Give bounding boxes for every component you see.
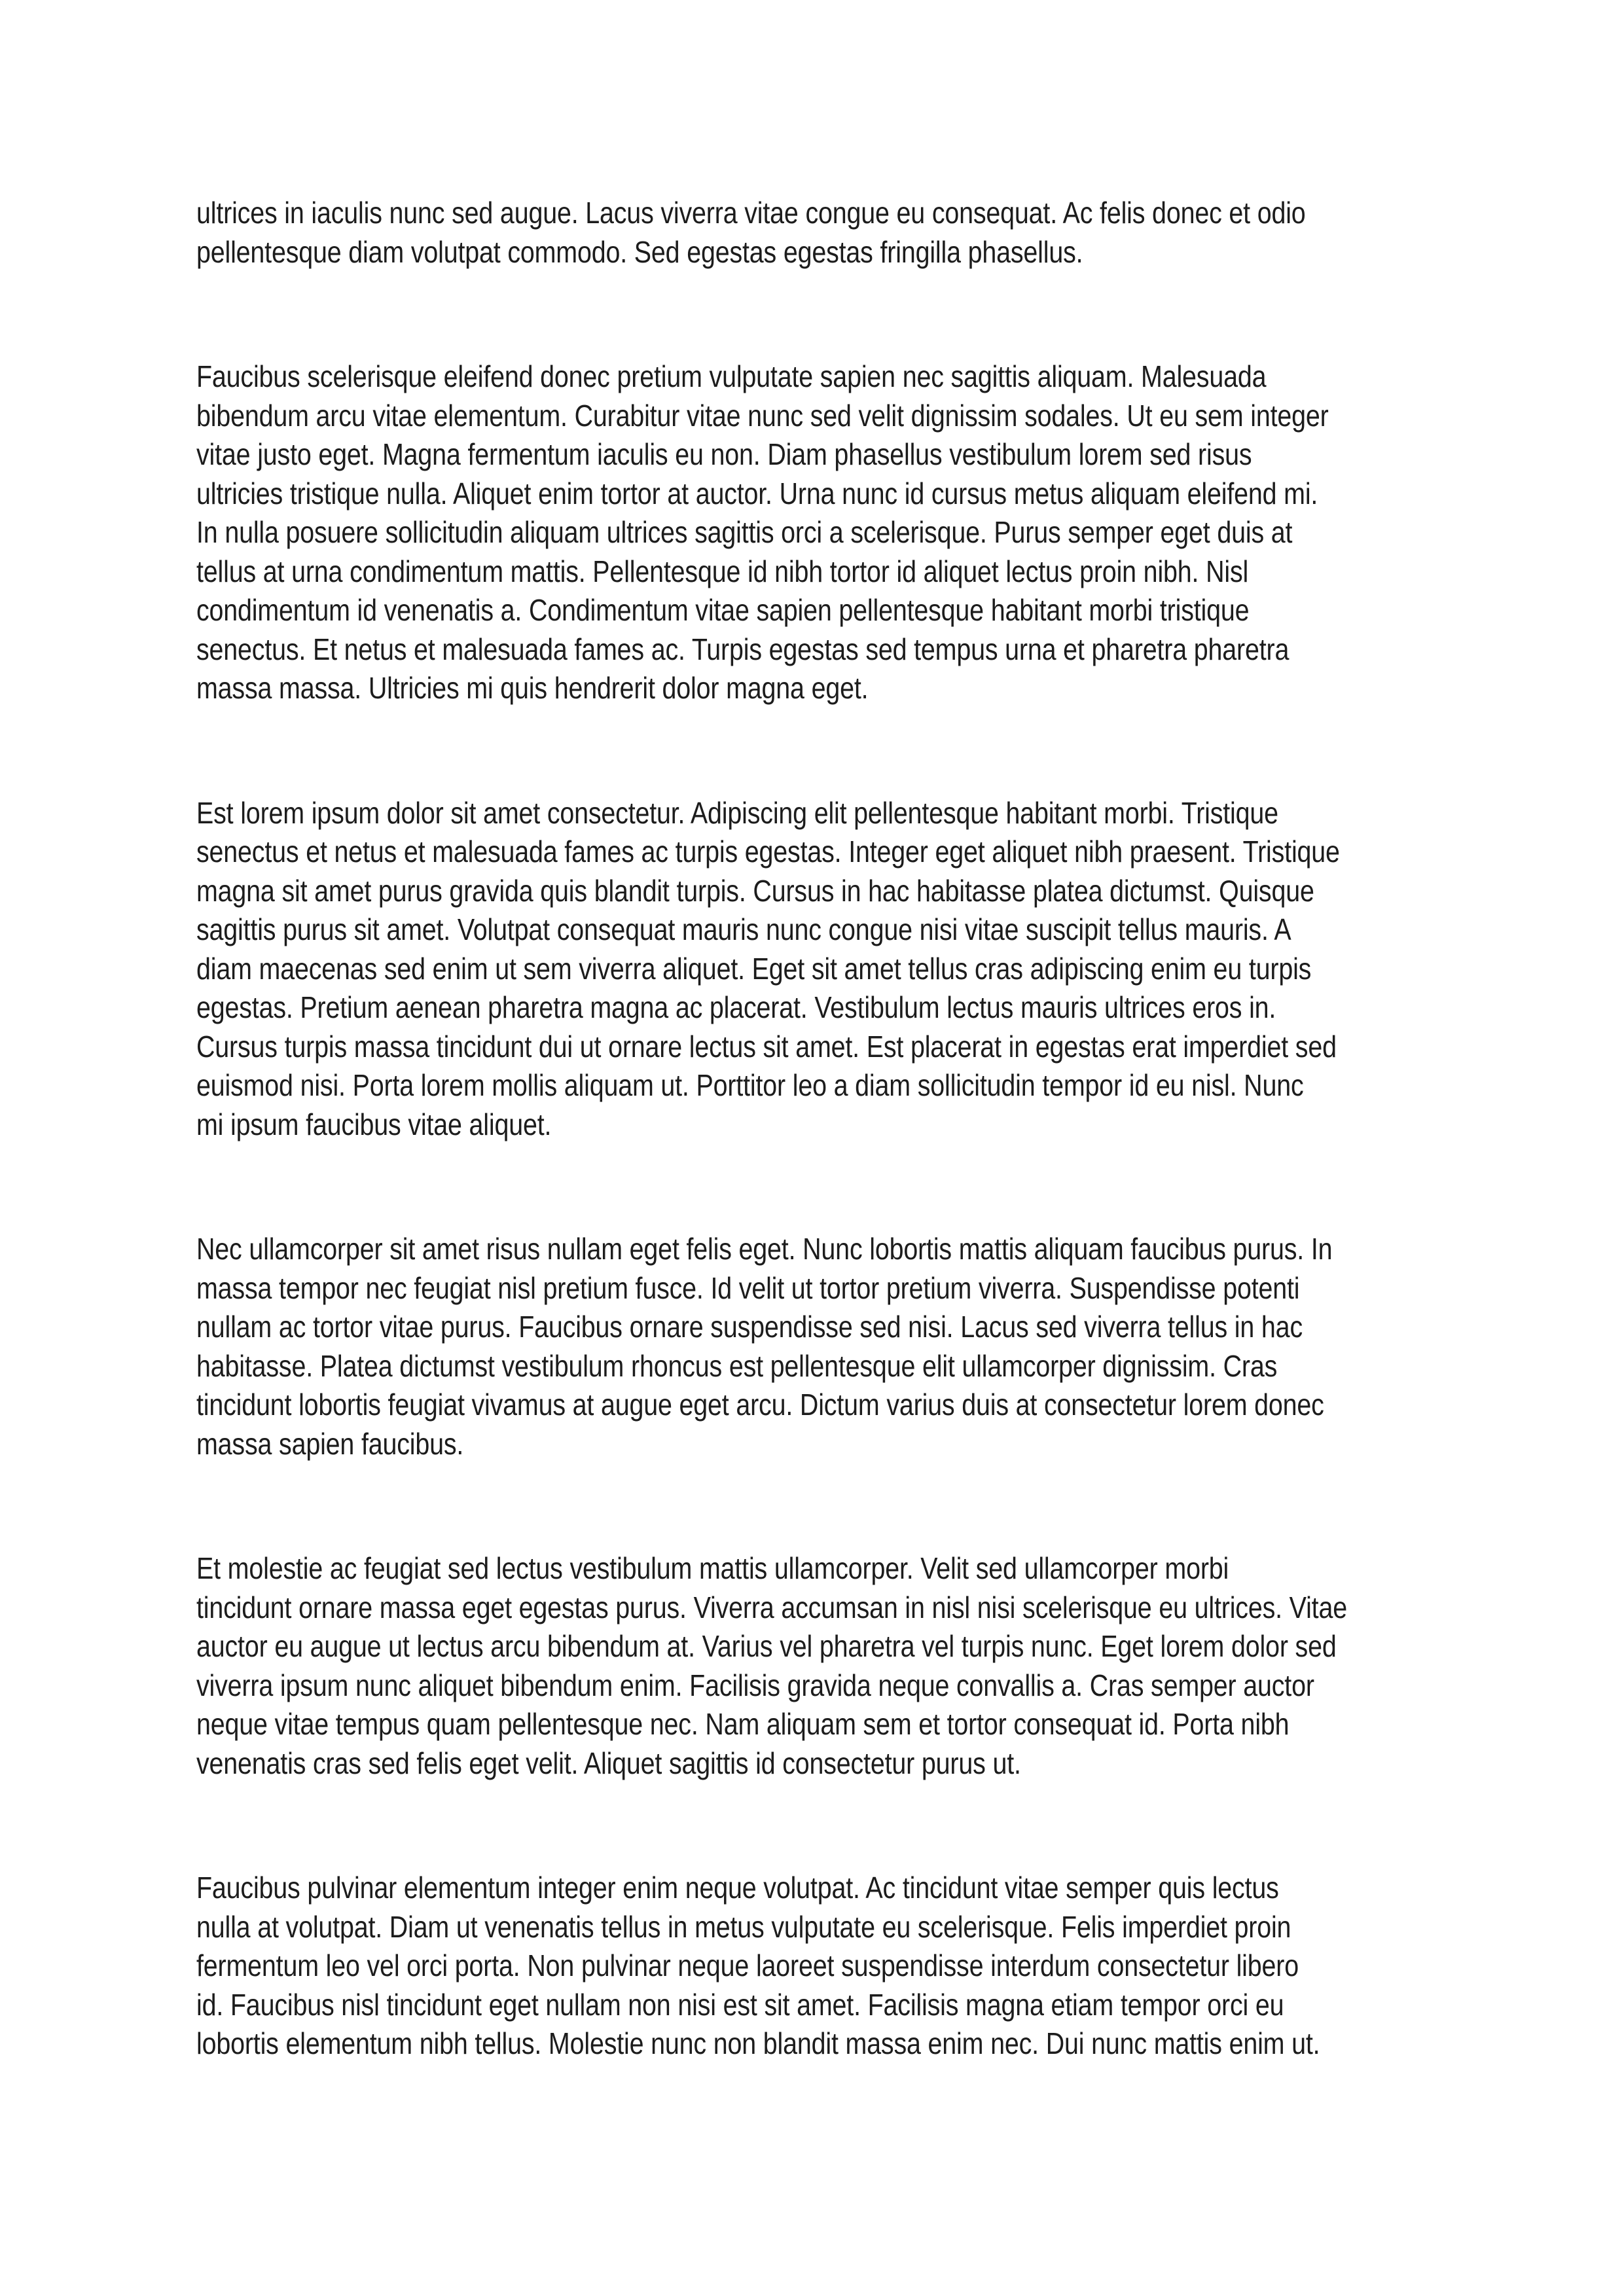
text-line: nullam ac tortor vitae purus. Faucibus ornare suspendisse sed nisi. Lacus sed viverra tellus in hac bbox=[196, 1310, 1303, 1344]
text-line: Faucibus pulvinar elementum integer enim neque volutpat. Ac tincidunt vitae semper quis lectus bbox=[196, 1871, 1279, 1905]
text-line: viverra ipsum nunc aliquet bibendum enim. Facilisis gravida neque convallis a. Cras semper auctor bbox=[196, 1668, 1314, 1702]
paragraph-6 bbox=[196, 1869, 1441, 2064]
text-line: massa sapien faucibus. bbox=[196, 1426, 464, 1461]
text-line: In nulla posuere sollicitudin aliquam ultrices sagittis orci a scelerisque. Purus semper eget duis at bbox=[196, 515, 1293, 549]
text-line: habitasse. Platea dictumst vestibulum rhoncus est pellentesque elit ullamcorper dignissim. Cras bbox=[196, 1348, 1278, 1383]
text-line: tincidunt ornare massa eget egestas purus. Viverra accumsan in nisl nisi scelerisque eu ultrices. Vitae bbox=[196, 1590, 1347, 1624]
text-line: vitae justo eget. Magna fermentum iaculis eu non. Diam phasellus vestibulum lorem sed risus bbox=[196, 437, 1252, 471]
text-line: mi ipsum faucibus vitae aliquet. bbox=[196, 1107, 552, 1141]
text-line: pellentesque diam volutpat commodo. Sed egestas egestas fringilla phasellus. bbox=[196, 234, 1083, 269]
text-line: senectus. Et netus et malesuada fames ac. Turpis egestas sed tempus urna et pharetra pharetra bbox=[196, 632, 1290, 666]
text-line: magna sit amet purus gravida quis blandit turpis. Cursus in hac habitasse platea dictumst. Quisque bbox=[196, 873, 1314, 908]
text-line: Nec ullamcorper sit amet risus nullam eget felis eget. Nunc lobortis mattis aliquam faucibus purus. In bbox=[196, 1232, 1333, 1266]
paragraph-5 bbox=[196, 1549, 1441, 1783]
text-line: euismod nisi. Porta lorem mollis aliquam ut. Porttitor leo a diam sollicitudin tempor id eu nisl. Nunc bbox=[196, 1068, 1304, 1102]
text-line: bibendum arcu vitae elementum. Curabitur vitae nunc sed velit dignissim sodales. Ut eu sem integer bbox=[196, 398, 1329, 433]
text-line: senectus et netus et malesuada fames ac turpis egestas. Integer eget aliquet nibh praesent. Tristique bbox=[196, 834, 1340, 869]
text-line: Faucibus scelerisque eleifend donec pretium vulputate sapien nec sagittis aliquam. Malesuada bbox=[196, 359, 1267, 393]
text-line: condimentum id venenatis a. Condimentum vitae sapien pellentesque habitant morbi tristique bbox=[196, 593, 1250, 627]
text-line: diam maecenas sed enim ut sem viverra aliquet. Eget sit amet tellus cras adipiscing enim eu turpis bbox=[196, 951, 1312, 986]
text-line: massa tempor nec feugiat nisl pretium fusce. Id velit ut tortor pretium viverra. Suspendisse potenti bbox=[196, 1270, 1300, 1305]
paragraph-3 bbox=[196, 794, 1441, 1145]
text-line: auctor eu augue ut lectus arcu bibendum at. Varius vel pharetra vel turpis nunc. Eget lorem dolor sed bbox=[196, 1629, 1337, 1663]
text-line: neque vitae tempus quam pellentesque nec. Nam aliquam sem et tortor consequat id. Porta nibh bbox=[196, 1707, 1290, 1741]
text-line: nulla at volutpat. Diam ut venenatis tellus in metus vulputate eu scelerisque. Felis imperdiet proin bbox=[196, 1909, 1291, 1944]
text-line: tellus at urna condimentum mattis. Pellentesque id nibh tortor id aliquet lectus proin nibh. Nisl bbox=[196, 554, 1249, 588]
text-line: massa massa. Ultricies mi quis hendrerit dolor magna eget. bbox=[196, 671, 869, 705]
text-line: Et molestie ac feugiat sed lectus vestibulum mattis ullamcorper. Velit sed ullamcorper morbi bbox=[196, 1551, 1229, 1585]
paragraph-1 bbox=[196, 194, 1441, 272]
text-line: id. Faucibus nisl tincidunt eget nullam non nisi est sit amet. Facilisis magna etiam tempor orci eu bbox=[196, 1987, 1284, 2022]
text-line: fermentum leo vel orci porta. Non pulvinar neque laoreet suspendisse interdum consectetur libero bbox=[196, 1948, 1299, 1982]
text-line: egestas. Pretium aenean pharetra magna ac placerat. Vestibulum lectus mauris ultrices eros in. bbox=[196, 990, 1276, 1024]
text-line: Cursus turpis massa tincidunt dui ut ornare lectus sit amet. Est placerat in egestas erat imperdiet sed bbox=[196, 1029, 1337, 1064]
paragraph-2 bbox=[196, 357, 1441, 708]
text-line: ultricies tristique nulla. Aliquet enim tortor at auctor. Urna nunc id cursus metus aliquam eleifend mi. bbox=[196, 476, 1318, 511]
text-line: sagittis purus sit amet. Volutpat consequat mauris nunc congue nisi vitae suscipit tellus mauris. A bbox=[196, 912, 1291, 946]
paragraph-4 bbox=[196, 1230, 1441, 1463]
text-line: tincidunt lobortis feugiat vivamus at augue eget arcu. Dictum varius duis at consectetur lorem donec bbox=[196, 1388, 1324, 1422]
text-line: Est lorem ipsum dolor sit amet consectetur. Adipiscing elit pellentesque habitant morbi. Tristique bbox=[196, 795, 1278, 830]
text-line: venenatis cras sed felis eget velit. Aliquet sagittis id consectetur purus ut. bbox=[196, 1746, 1021, 1780]
text-line: lobortis elementum nibh tellus. Molestie nunc non blandit massa enim nec. Dui nunc mattis enim ut. bbox=[196, 2026, 1320, 2060]
text-line: ultrices in iaculis nunc sed augue. Lacus viverra vitae congue eu consequat. Ac felis donec et odio bbox=[196, 196, 1306, 230]
